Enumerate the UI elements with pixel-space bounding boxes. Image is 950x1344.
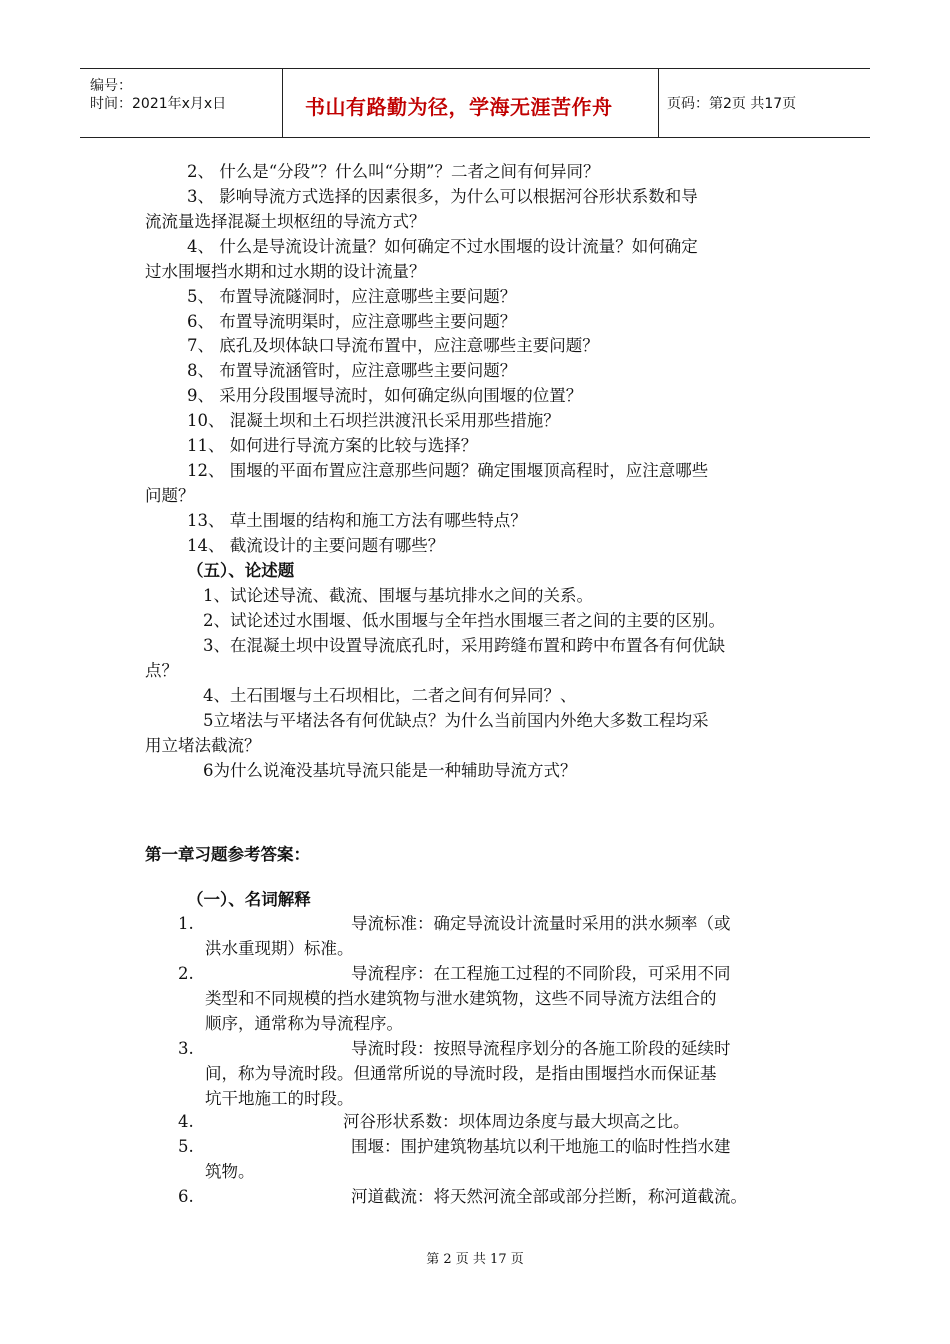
definition-line: 类型和不同规模的挡水建筑物与泄水建筑物，这些不同导流方法组合的 bbox=[205, 989, 717, 1008]
question-line: 3、 影响导流方式选择的因素很多，为什么可以根据河谷形状系数和导 bbox=[187, 187, 698, 206]
code-label: 编号： bbox=[90, 78, 132, 94]
question-line: 7、 底孔及坝体缺口导流布置中，应注意哪些主要问题？ bbox=[187, 336, 599, 355]
definition-line: 河谷形状系数：坝体周边条度与最大坝高之比。 bbox=[343, 1112, 690, 1131]
question-line: 10、 混凝土坝和土石坝拦洪渡汛长采用那些措施？ bbox=[187, 411, 560, 430]
question-line: 14、 截流设计的主要问题有哪些？ bbox=[187, 536, 445, 555]
definition-line: 间，称为导流时段。但通常所说的导流时段，是指由围堰挡水而保证基 bbox=[205, 1064, 717, 1083]
page-header bbox=[80, 68, 870, 138]
question-line: 2、 什么是“分段”？什么叫“分期”？二者之间有何异同？ bbox=[187, 162, 600, 181]
header-page-cell bbox=[659, 69, 870, 137]
time-label: 时间：2021年x月x日 bbox=[90, 96, 227, 112]
question-line: 问题？ bbox=[145, 486, 195, 505]
essay-line: 用立堵法截流？ bbox=[145, 736, 261, 755]
section-heading: （五）、论述题 bbox=[187, 561, 295, 580]
question-line: 12、 围堰的平面布置应注意那些问题？确定围堰顶高程时，应注意哪些 bbox=[187, 461, 709, 480]
essay-line: 2、试论述过水围堰、低水围堰与全年挡水围堰三者之间的主要的区别。 bbox=[203, 611, 725, 630]
essay-line: 5立堵法与平堵法各有何优缺点？为什么当前国内外绝大多数工程均采 bbox=[203, 711, 709, 730]
question-line: 13、 草土围堰的结构和施工方法有哪些特点？ bbox=[187, 511, 527, 530]
essay-line: 点？ bbox=[145, 661, 178, 680]
question-line: 11、 如何进行导流方案的比较与选择？ bbox=[187, 436, 478, 455]
question-line: 9、 采用分段围堰导流时，如何确定纵向围堰的位置？ bbox=[187, 386, 583, 405]
question-line: 过水围堰挡水期和过水期的设计流量？ bbox=[145, 262, 426, 281]
definition-line: 坑干地施工的时段。 bbox=[205, 1089, 354, 1108]
definition-number: 6. bbox=[178, 1187, 194, 1206]
page-footer: 第 2 页 共 17 页 bbox=[426, 1252, 524, 1267]
definition-number: 4. bbox=[178, 1112, 194, 1131]
definition-line: 顺序，通常称为导流程序。 bbox=[205, 1014, 403, 1033]
header-motto-cell bbox=[283, 69, 659, 137]
question-line: 4、 什么是导流设计流量？如何确定不过水围堰的设计流量？如何确定 bbox=[187, 237, 698, 256]
definition-number: 1. bbox=[178, 914, 194, 933]
definition-line: 围堰：围护建筑物基坑以利干地施工的临时性挡水建 bbox=[351, 1137, 731, 1156]
motto: 书山有路勤为径，学海无涯苦作舟 bbox=[305, 95, 613, 119]
essay-line: 1、试论述导流、截流、围堰与基坑排水之间的关系。 bbox=[203, 586, 593, 605]
definition-number: 5. bbox=[178, 1137, 194, 1156]
question-line: 5、 布置导流隧洞时，应注意哪些主要问题？ bbox=[187, 287, 517, 306]
chapter-heading: 第一章习题参考答案： bbox=[145, 845, 310, 864]
definition-line: 河道截流：将天然河流全部或部分拦断，称河道截流。 bbox=[351, 1187, 747, 1206]
definition-number: 3. bbox=[178, 1039, 194, 1058]
question-line: 流流量选择混凝土坝枢纽的导流方式？ bbox=[145, 212, 426, 231]
definition-line: 筑物。 bbox=[205, 1162, 255, 1181]
essay-line: 3、在混凝土坝中设置导流底孔时，采用跨缝布置和跨中布置各有何优缺 bbox=[203, 636, 725, 655]
question-line: 6、 布置导流明渠时，应注意哪些主要问题？ bbox=[187, 312, 517, 331]
essay-line: 4、土石围堰与土石坝相比，二者之间有何异同？、 bbox=[203, 686, 577, 705]
definition-line: 洪水重现期）标准。 bbox=[205, 939, 354, 958]
definition-number: 2. bbox=[178, 964, 194, 983]
question-line: 8、 布置导流涵管时，应注意哪些主要问题？ bbox=[187, 361, 517, 380]
essay-line: 6为什么说淹没基坑导流只能是一种辅助导流方式？ bbox=[203, 761, 577, 780]
definition-line: 导流标准：确定导流设计流量时采用的洪水频率（或 bbox=[351, 914, 731, 933]
section-heading: （一）、名词解释 bbox=[187, 890, 311, 909]
definition-line: 导流时段：按照导流程序划分的各施工阶段的延续时 bbox=[351, 1039, 731, 1058]
definition-line: 导流程序：在工程施工过程的不同阶段，可采用不同 bbox=[351, 964, 731, 983]
page-label: 页码：第2页 共17页 bbox=[667, 96, 797, 112]
header-meta-cell bbox=[80, 69, 283, 137]
